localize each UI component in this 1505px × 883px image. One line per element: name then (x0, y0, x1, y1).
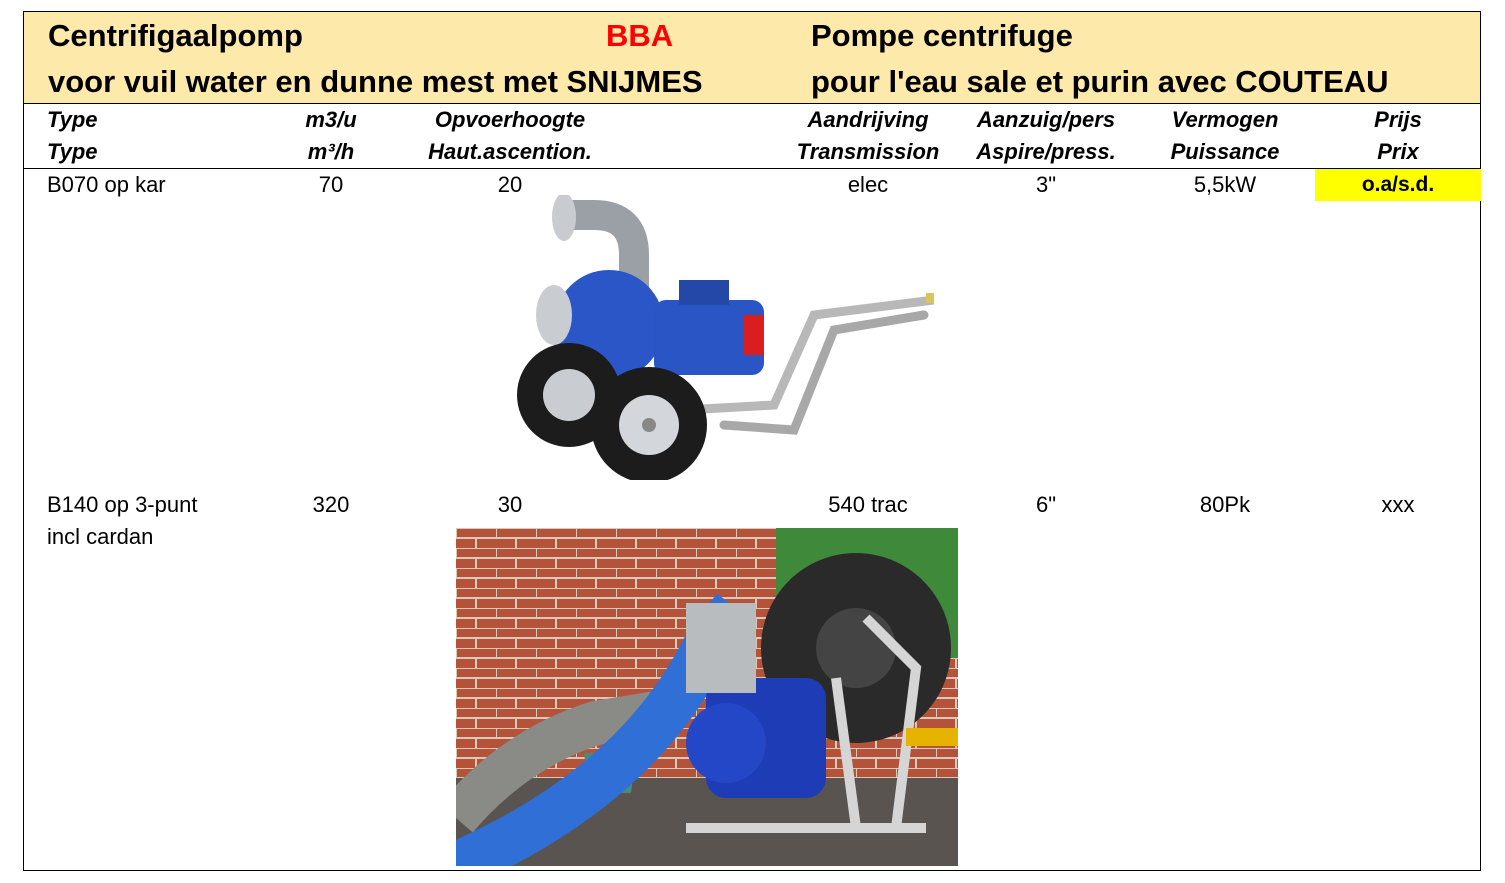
pump-3point-photo (456, 528, 958, 866)
col-power-nl: Vermogen (1171, 107, 1279, 132)
col-drive-fr: Transmission (796, 139, 940, 164)
price-sheet (23, 11, 1481, 871)
col-price-nl: Prijs (1374, 107, 1422, 132)
title-nl-line1: Centrifigaalpomp (48, 18, 303, 53)
col-type-fr: Type (47, 139, 98, 164)
col-power-fr: Puissance (1170, 139, 1280, 164)
row1-suction: 3" (1035, 172, 1057, 197)
row2-type-line2: incl cardan (47, 524, 154, 549)
row1-drive: elec (847, 172, 889, 197)
col-suction-fr: Aspire/press. (976, 139, 1116, 164)
row1-price-highlight (1315, 169, 1481, 201)
row2-flow: 320 (312, 492, 350, 517)
col-suction-nl: Aanzuig/pers (976, 107, 1116, 132)
row2-head: 30 (497, 492, 523, 517)
col-drive-nl: Aandrijving (807, 107, 929, 132)
row1-head: 20 (497, 172, 523, 197)
row1-price: o.a/s.d. (1361, 173, 1435, 196)
row1-flow: 70 (318, 172, 344, 197)
col-type-nl: Type (47, 107, 98, 132)
row2-drive: 540 trac (828, 492, 908, 517)
row2-power: 80Pk (1199, 492, 1251, 517)
row2-type: B140 op 3-punt (47, 492, 198, 517)
title-fr-line2: pour l'eau sale et purin avec COUTEAU (811, 64, 1389, 99)
col-head-nl: Opvoerhoogte (434, 107, 586, 132)
pump-trolley-photo (494, 195, 934, 480)
brand-label: BBA (606, 18, 674, 53)
row2-suction: 6" (1035, 492, 1057, 517)
column-headers (24, 104, 1480, 169)
col-price-fr: Prix (1377, 139, 1419, 164)
col-flow-nl: m3/u (305, 107, 357, 132)
title-nl-line2: voor vuil water en dunne mest met SNIJMES (48, 64, 703, 99)
header-band (24, 12, 1480, 104)
col-flow-fr: m³/h (307, 139, 355, 164)
col-head-fr: Haut.ascention. (428, 139, 592, 164)
row1-type: B070 op kar (47, 172, 166, 197)
row2-price: xxx (1381, 492, 1415, 517)
title-fr-line1: Pompe centrifuge (811, 18, 1073, 53)
row1-power: 5,5kW (1193, 172, 1257, 197)
